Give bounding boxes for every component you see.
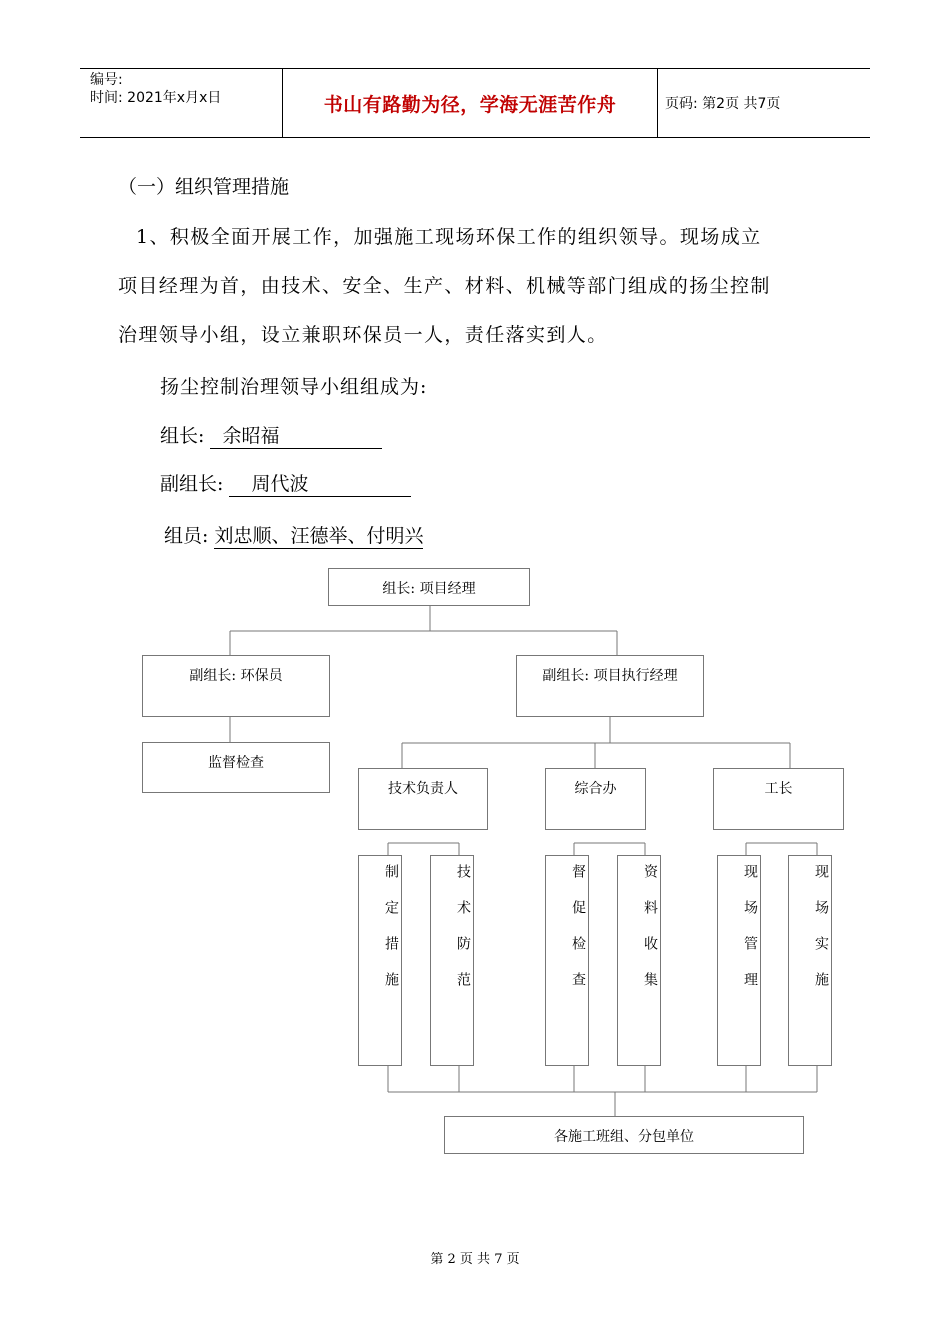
section-title: （一）组织管理措施 [118, 176, 290, 198]
leaf-label: 督促检查 [570, 864, 586, 1008]
date-label: 时间: 2021年x月x日 [90, 90, 222, 106]
box-foreman [713, 768, 844, 830]
header-left-cell [80, 69, 282, 137]
box-project-manager [328, 568, 530, 606]
leaf-tech-prevention [430, 855, 474, 1066]
box-label: 组长: 项目经理 [382, 581, 476, 597]
number-label: 编号: [90, 72, 123, 88]
document-header [80, 68, 870, 138]
leaf-label: 制定措施 [383, 864, 399, 1008]
paragraph-line-3: 治理领导小组，设立兼职环保员一人，责任落实到人。 [118, 324, 608, 346]
deputy-name: 周代波 [229, 469, 411, 497]
paragraph-line-2: 项目经理为首，由技术、安全、生产、材料、机械等部门组成的扬尘控制 [118, 275, 771, 297]
box-label: 副组长: 环保员 [189, 668, 283, 684]
header-motto: 书山有路勤为径，学海无涯苦作舟 [323, 93, 617, 116]
deputy-label: 副组长: [160, 473, 224, 495]
leaf-label: 现场实施 [813, 864, 829, 1008]
box-office [545, 768, 646, 830]
box-label: 副组长: 项目执行经理 [542, 668, 678, 684]
header-page-cell [657, 69, 878, 137]
box-label: 监督检查 [208, 755, 264, 771]
box-construction-teams [444, 1116, 804, 1154]
members-names: 刘忠顺、汪德举、付明兴 [214, 521, 423, 549]
page-footer: 第 2 页 共 7 页 [430, 1252, 520, 1267]
box-deputy-env [142, 655, 330, 717]
leaf-site-implementation [788, 855, 832, 1066]
leaf-urge-inspect [545, 855, 589, 1066]
leaf-label: 技术防范 [455, 864, 471, 1008]
leader-name: 余昭福 [210, 421, 382, 449]
header-motto-cell [282, 69, 658, 137]
leader-label: 组长: [160, 425, 205, 447]
paragraph-line-4: 扬尘控制治理领导小组组成为: [160, 376, 428, 398]
members-row [164, 521, 423, 549]
leaf-label: 现场管理 [742, 864, 758, 1008]
box-supervise [142, 742, 330, 793]
leader-row [160, 421, 382, 449]
header-page-label: 页码: 第2页 共7页 [665, 96, 781, 112]
box-label: 工长 [764, 781, 793, 797]
box-label: 技术负责人 [388, 781, 458, 797]
leaf-data-collection [617, 855, 661, 1066]
deputy-row [160, 469, 411, 497]
leaf-label: 资料收集 [642, 864, 658, 1008]
paragraph-line-1: 1、积极全面开展工作，加强施工现场环保工作的组织领导。现场成立 [136, 226, 762, 248]
leaf-site-management [717, 855, 761, 1066]
box-label: 各施工班组、分包单位 [554, 1129, 694, 1145]
box-label: 综合办 [574, 781, 617, 797]
members-label: 组员: [164, 525, 209, 547]
box-tech-lead [358, 768, 488, 830]
box-deputy-exec [516, 655, 704, 717]
leaf-make-measures [358, 855, 402, 1066]
